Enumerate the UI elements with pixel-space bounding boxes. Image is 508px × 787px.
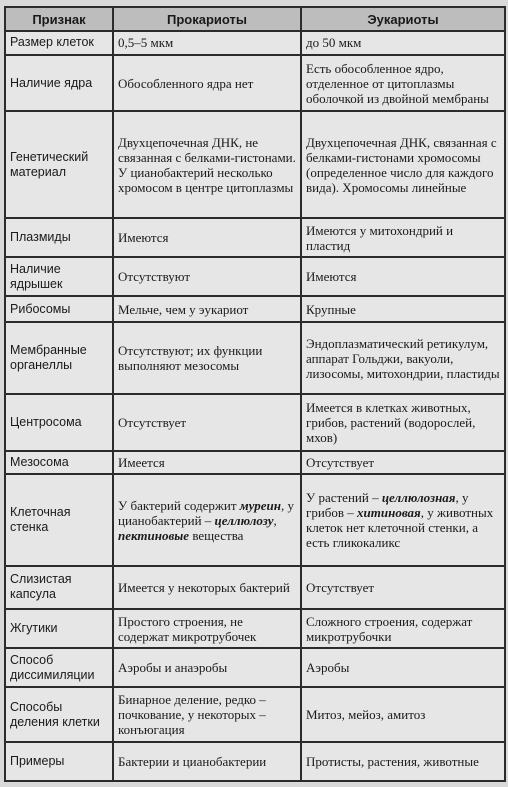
- feature-cell: Мембранные органеллы: [5, 322, 113, 394]
- header-row: [5, 7, 505, 31]
- prokaryotes-cell: Отсутствуют: [113, 257, 301, 296]
- emphasis-text: хитиновая: [357, 505, 421, 521]
- table-row: [5, 322, 505, 394]
- prokaryotes-cell: Бинарное деление, редко – почкование, у некоторых – конъюгация: [113, 687, 301, 741]
- table-row: [5, 296, 505, 322]
- text-run: ,: [273, 512, 277, 528]
- table-row: [5, 451, 505, 475]
- table-row: [5, 31, 505, 55]
- prokaryotes-cell: Имеются: [113, 218, 301, 257]
- eukaryotes-cell: до 50 мкм: [301, 31, 505, 55]
- eukaryotes-cell: Эндоплазматический ретикулум, аппарат Гольджи, вакуоли, лизосомы, митохондрии, пластиды: [301, 322, 505, 394]
- feature-cell: Наличие ядра: [5, 55, 113, 112]
- feature-cell: Генетический материал: [5, 111, 113, 218]
- table-row: [5, 257, 505, 296]
- feature-cell: Плазмиды: [5, 218, 113, 257]
- feature-cell: Слизистая капсула: [5, 566, 113, 609]
- eukaryotes-cell: Протисты, растения, животные: [301, 742, 505, 781]
- prokaryotes-cell: Обособленного ядра нет: [113, 55, 301, 112]
- feature-cell: Наличие ядрышек: [5, 257, 113, 296]
- table-row: [5, 394, 505, 451]
- feature-cell: Способы деления клетки: [5, 687, 113, 741]
- emphasis-text: пектиновые: [118, 527, 190, 543]
- text-run: У растений –: [306, 490, 382, 506]
- header-feature: Признак: [5, 7, 113, 31]
- prokaryotes-cell: Аэробы и анаэробы: [113, 648, 301, 687]
- table-row: [5, 609, 505, 648]
- feature-cell: Размер клеток: [5, 31, 113, 55]
- feature-cell: Мезосома: [5, 451, 113, 475]
- table-page: [4, 6, 504, 782]
- text-run: У бактерий содержит: [118, 497, 240, 513]
- text-run: , у грибов –: [306, 490, 469, 521]
- emphasis-text: муреин: [239, 497, 281, 513]
- eukaryotes-cell: Есть обособленное ядро, отделенное от цитоплазмы оболочкой из двойной мембраны: [301, 55, 505, 112]
- prokaryotes-cell: Мельче, чем у эукариот: [113, 296, 301, 322]
- eukaryotes-cell: Аэробы: [301, 648, 505, 687]
- eukaryotes-cell: Отсутствует: [301, 566, 505, 609]
- eukaryotes-cell: [301, 474, 505, 565]
- eukaryotes-cell: Двухцепочечная ДНК, связанная с белками-гистонами хромосомы (определенное число для каждого вида). Хромосомы линейные: [301, 111, 505, 218]
- prokaryotes-cell: 0,5–5 мкм: [113, 31, 301, 55]
- text-run: , у цианобактерий –: [118, 497, 294, 528]
- table-row: [5, 474, 505, 565]
- feature-cell: Рибосомы: [5, 296, 113, 322]
- eukaryotes-cell: Имеется в клетках животных, грибов, растений (водорослей, мхов): [301, 394, 505, 451]
- prokaryotes-cell: Имеется у некоторых бактерий: [113, 566, 301, 609]
- feature-cell: Клеточная стенка: [5, 474, 113, 565]
- header-prokaryotes: Прокариоты: [113, 7, 301, 31]
- prokaryotes-cell: Двухцепочечная ДНК, не связанная с белками-гистонами. У цианобактерий несколько хромосом в центре цитоплазмы: [113, 111, 301, 218]
- table-row: [5, 111, 505, 218]
- feature-cell: Способ диссимиляции: [5, 648, 113, 687]
- prokaryotes-cell: Имеется: [113, 451, 301, 475]
- table-row: [5, 566, 505, 609]
- feature-cell: Примеры: [5, 742, 113, 781]
- emphasis-text: целлюлозу: [214, 512, 274, 528]
- prokaryotes-cell: Простого строения, не содержат микротрубочек: [113, 609, 301, 648]
- eukaryotes-cell: Имеются у митохондрий и пластид: [301, 218, 505, 257]
- eukaryotes-cell: Митоз, мейоз, амитоз: [301, 687, 505, 741]
- table-row: [5, 742, 505, 781]
- table-row: [5, 218, 505, 257]
- prokaryotes-cell: Отсутствуют; их функции выполняют мезосомы: [113, 322, 301, 394]
- table-row: [5, 55, 505, 112]
- prokaryotes-cell: Бактерии и цианобактерии: [113, 742, 301, 781]
- text-run: , у животных клеток нет клеточной стенки, а есть гликокаликс: [306, 505, 494, 551]
- eukaryotes-cell: Отсутствует: [301, 451, 505, 475]
- table-row: [5, 687, 505, 741]
- eukaryotes-cell: Крупные: [301, 296, 505, 322]
- emphasis-text: целлюлозная: [381, 490, 456, 506]
- header-eukaryotes: Эукариоты: [301, 7, 505, 31]
- prokaryotes-cell: [113, 474, 301, 565]
- prokaryotes-cell: Отсутствует: [113, 394, 301, 451]
- table-row: [5, 648, 505, 687]
- feature-cell: Центросома: [5, 394, 113, 451]
- comparison-table: [4, 6, 506, 782]
- eukaryotes-cell: Сложного строения, содержат микротрубочки: [301, 609, 505, 648]
- feature-cell: Жгутики: [5, 609, 113, 648]
- eukaryotes-cell: Имеются: [301, 257, 505, 296]
- text-run: вещества: [189, 527, 244, 543]
